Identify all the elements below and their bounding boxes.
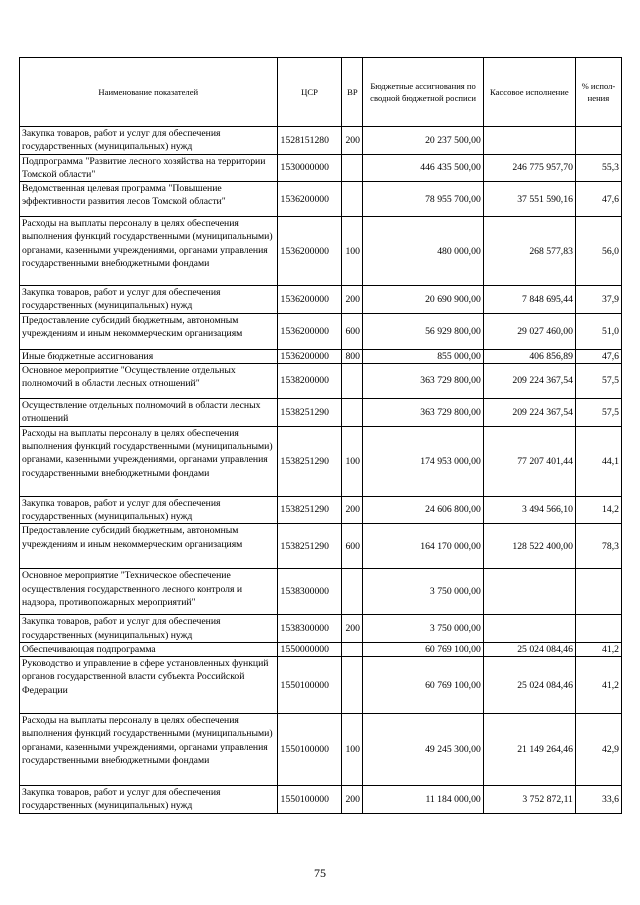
row-percent-cell: 56,0 bbox=[575, 217, 621, 286]
row-percent-cell bbox=[575, 615, 621, 643]
row-name-cell: Закупка товаров, работ и услуг для обеспечения государственных (муниципальных) нужд bbox=[20, 496, 278, 524]
row-budget-cell: 11 184 000,00 bbox=[363, 786, 483, 814]
row-csr-cell: 1528151280 bbox=[277, 127, 342, 155]
row-name-cell: Закупка товаров, работ и услуг для обеспечения государственных (муниципальных) нужд bbox=[20, 127, 278, 155]
row-name-cell: Закупка товаров, работ и услуг для обеспечения государственных (муниципальных) нужд bbox=[20, 286, 278, 314]
row-percent-cell: 41,2 bbox=[575, 642, 621, 656]
row-name-cell: Предоставление субсидий бюджетным, автономным учреждениям и иным некоммерческим организациям bbox=[20, 524, 278, 569]
row-cash-cell: 77 207 401,44 bbox=[483, 426, 575, 496]
row-percent-cell: 55,3 bbox=[575, 154, 621, 182]
row-percent-cell: 37,9 bbox=[575, 286, 621, 314]
budget-execution-table bbox=[19, 57, 622, 814]
row-vr-cell: 200 bbox=[342, 496, 363, 524]
row-csr-cell: 1550100000 bbox=[277, 657, 342, 714]
row-csr-cell: 1550000000 bbox=[277, 642, 342, 656]
table-row bbox=[20, 524, 622, 569]
row-vr-cell: 100 bbox=[342, 217, 363, 286]
row-csr-cell: 1530000000 bbox=[277, 154, 342, 182]
row-name-cell: Расходы на выплаты персоналу в целях обеспечения выполнения функций государственными (муниципальными) органами, казенными учреждениями, органами управления государственными внебюджетными фондами bbox=[20, 217, 278, 286]
row-percent-cell: 41,2 bbox=[575, 657, 621, 714]
row-vr-cell bbox=[342, 657, 363, 714]
table-row bbox=[20, 286, 622, 314]
row-cash-cell bbox=[483, 569, 575, 615]
row-cash-cell: 7 848 695,44 bbox=[483, 286, 575, 314]
table-row bbox=[20, 496, 622, 524]
row-percent-cell: 57,5 bbox=[575, 399, 621, 427]
row-vr-cell: 600 bbox=[342, 524, 363, 569]
row-name-cell: Осуществление отдельных полномочий в области лесных отношений bbox=[20, 399, 278, 427]
row-budget-cell: 446 435 500,00 bbox=[363, 154, 483, 182]
row-percent-cell: 14,2 bbox=[575, 496, 621, 524]
table-row bbox=[20, 426, 622, 496]
row-name-cell: Основное мероприятие "Осуществление отдельных полномочий в области лесных отношений" bbox=[20, 364, 278, 399]
row-name-cell: Обеспечивающая подпрограмма bbox=[20, 642, 278, 656]
row-csr-cell: 1538251290 bbox=[277, 524, 342, 569]
row-budget-cell: 56 929 800,00 bbox=[363, 313, 483, 349]
row-vr-cell: 100 bbox=[342, 714, 363, 786]
row-budget-cell: 174 953 000,00 bbox=[363, 426, 483, 496]
row-csr-cell: 1536200000 bbox=[277, 313, 342, 349]
row-vr-cell: 200 bbox=[342, 286, 363, 314]
table-row bbox=[20, 349, 622, 363]
row-budget-cell: 3 750 000,00 bbox=[363, 615, 483, 643]
row-budget-cell: 855 000,00 bbox=[363, 349, 483, 363]
row-cash-cell: 25 024 084,46 bbox=[483, 657, 575, 714]
row-csr-cell: 1536200000 bbox=[277, 349, 342, 363]
header-cash: Кассовое исполнение bbox=[483, 58, 575, 127]
row-cash-cell: 406 856,89 bbox=[483, 349, 575, 363]
table-row bbox=[20, 714, 622, 786]
row-cash-cell: 209 224 367,54 bbox=[483, 364, 575, 399]
header-row bbox=[20, 58, 622, 127]
table-row bbox=[20, 127, 622, 155]
row-budget-cell: 3 750 000,00 bbox=[363, 569, 483, 615]
row-cash-cell: 37 551 590,16 bbox=[483, 182, 575, 217]
table-row bbox=[20, 657, 622, 714]
row-budget-cell: 78 955 700,00 bbox=[363, 182, 483, 217]
row-vr-cell: 800 bbox=[342, 349, 363, 363]
header-csr: ЦСР bbox=[277, 58, 342, 127]
table-row bbox=[20, 786, 622, 814]
table-row bbox=[20, 642, 622, 656]
row-budget-cell: 20 237 500,00 bbox=[363, 127, 483, 155]
row-csr-cell: 1536200000 bbox=[277, 286, 342, 314]
row-budget-cell: 164 170 000,00 bbox=[363, 524, 483, 569]
row-percent-cell: 51,0 bbox=[575, 313, 621, 349]
row-csr-cell: 1550100000 bbox=[277, 714, 342, 786]
table-row bbox=[20, 364, 622, 399]
row-csr-cell: 1538251290 bbox=[277, 399, 342, 427]
table-row bbox=[20, 154, 622, 182]
header-name: Наименование показателей bbox=[20, 58, 278, 127]
row-vr-cell bbox=[342, 154, 363, 182]
row-vr-cell: 200 bbox=[342, 127, 363, 155]
row-name-cell: Иные бюджетные ассигнования bbox=[20, 349, 278, 363]
row-cash-cell: 3 752 872,11 bbox=[483, 786, 575, 814]
header-budget: Бюджетные ассигнования по сводной бюджетной росписи bbox=[363, 58, 483, 127]
row-name-cell: Подпрограмма "Развитие лесного хозяйства на территории Томской области" bbox=[20, 154, 278, 182]
row-vr-cell: 600 bbox=[342, 313, 363, 349]
row-name-cell: Ведомственная целевая программа "Повышение эффективности развития лесов Томской области" bbox=[20, 182, 278, 217]
row-csr-cell: 1536200000 bbox=[277, 217, 342, 286]
row-name-cell: Расходы на выплаты персоналу в целях обеспечения выполнения функций государственными (муниципальными) органами, казенными учреждениями, органами управления государственными внебюджетными фондами bbox=[20, 714, 278, 786]
row-csr-cell: 1538251290 bbox=[277, 426, 342, 496]
row-percent-cell: 78,3 bbox=[575, 524, 621, 569]
row-vr-cell bbox=[342, 399, 363, 427]
row-cash-cell: 246 775 957,70 bbox=[483, 154, 575, 182]
row-csr-cell: 1538251290 bbox=[277, 496, 342, 524]
row-csr-cell: 1538300000 bbox=[277, 569, 342, 615]
row-budget-cell: 60 769 100,00 bbox=[363, 657, 483, 714]
row-cash-cell: 25 024 084,46 bbox=[483, 642, 575, 656]
row-csr-cell: 1538300000 bbox=[277, 615, 342, 643]
row-budget-cell: 49 245 300,00 bbox=[363, 714, 483, 786]
row-cash-cell: 128 522 400,00 bbox=[483, 524, 575, 569]
row-vr-cell: 100 bbox=[342, 426, 363, 496]
table-row bbox=[20, 615, 622, 643]
row-vr-cell: 200 bbox=[342, 786, 363, 814]
row-cash-cell bbox=[483, 615, 575, 643]
row-percent-cell: 42,9 bbox=[575, 714, 621, 786]
row-budget-cell: 363 729 800,00 bbox=[363, 399, 483, 427]
row-name-cell: Расходы на выплаты персоналу в целях обеспечения выполнения функций государственными (муниципальными) органами, казенными учреждениями, органами управления государственными внебюджетными фондами bbox=[20, 426, 278, 496]
row-name-cell: Закупка товаров, работ и услуг для обеспечения государственных (муниципальных) нужд bbox=[20, 615, 278, 643]
row-name-cell: Предоставление субсидий бюджетным, автономным учреждениям и иным некоммерческим организациям bbox=[20, 313, 278, 349]
page-number: 75 bbox=[314, 866, 326, 880]
row-budget-cell: 24 606 800,00 bbox=[363, 496, 483, 524]
table-row bbox=[20, 182, 622, 217]
row-name-cell: Руководство и управление в сфере установленных функций органов государственной власти субъекта Российской Федерации bbox=[20, 657, 278, 714]
row-percent-cell: 33,6 bbox=[575, 786, 621, 814]
row-percent-cell bbox=[575, 127, 621, 155]
row-budget-cell: 20 690 900,00 bbox=[363, 286, 483, 314]
row-percent-cell: 57,5 bbox=[575, 364, 621, 399]
row-budget-cell: 60 769 100,00 bbox=[363, 642, 483, 656]
row-percent-cell: 47,6 bbox=[575, 182, 621, 217]
row-vr-cell bbox=[342, 182, 363, 217]
header-percent: % испол-нения bbox=[575, 58, 621, 127]
row-name-cell: Закупка товаров, работ и услуг для обеспечения государственных (муниципальных) нужд bbox=[20, 786, 278, 814]
row-csr-cell: 1536200000 bbox=[277, 182, 342, 217]
row-percent-cell: 44,1 bbox=[575, 426, 621, 496]
row-csr-cell: 1550100000 bbox=[277, 786, 342, 814]
table-row bbox=[20, 399, 622, 427]
row-percent-cell: 47,6 bbox=[575, 349, 621, 363]
row-cash-cell: 3 494 566,10 bbox=[483, 496, 575, 524]
header-vr: ВР bbox=[342, 58, 363, 127]
row-cash-cell: 21 149 264,46 bbox=[483, 714, 575, 786]
table-row bbox=[20, 217, 622, 286]
table-row bbox=[20, 569, 622, 615]
row-csr-cell: 1538200000 bbox=[277, 364, 342, 399]
row-vr-cell: 200 bbox=[342, 615, 363, 643]
row-budget-cell: 363 729 800,00 bbox=[363, 364, 483, 399]
table-row bbox=[20, 313, 622, 349]
row-cash-cell: 29 027 460,00 bbox=[483, 313, 575, 349]
row-budget-cell: 480 000,00 bbox=[363, 217, 483, 286]
row-percent-cell bbox=[575, 569, 621, 615]
row-vr-cell bbox=[342, 642, 363, 656]
row-name-cell: Основное мероприятие "Техническое обеспечение осуществления государственного лесного контроля и надзора, противопожарных мероприятий" bbox=[20, 569, 278, 615]
table-header bbox=[20, 58, 622, 127]
row-cash-cell bbox=[483, 127, 575, 155]
row-cash-cell: 209 224 367,54 bbox=[483, 399, 575, 427]
table-body bbox=[20, 127, 622, 814]
row-vr-cell bbox=[342, 364, 363, 399]
row-cash-cell: 268 577,83 bbox=[483, 217, 575, 286]
row-vr-cell bbox=[342, 569, 363, 615]
